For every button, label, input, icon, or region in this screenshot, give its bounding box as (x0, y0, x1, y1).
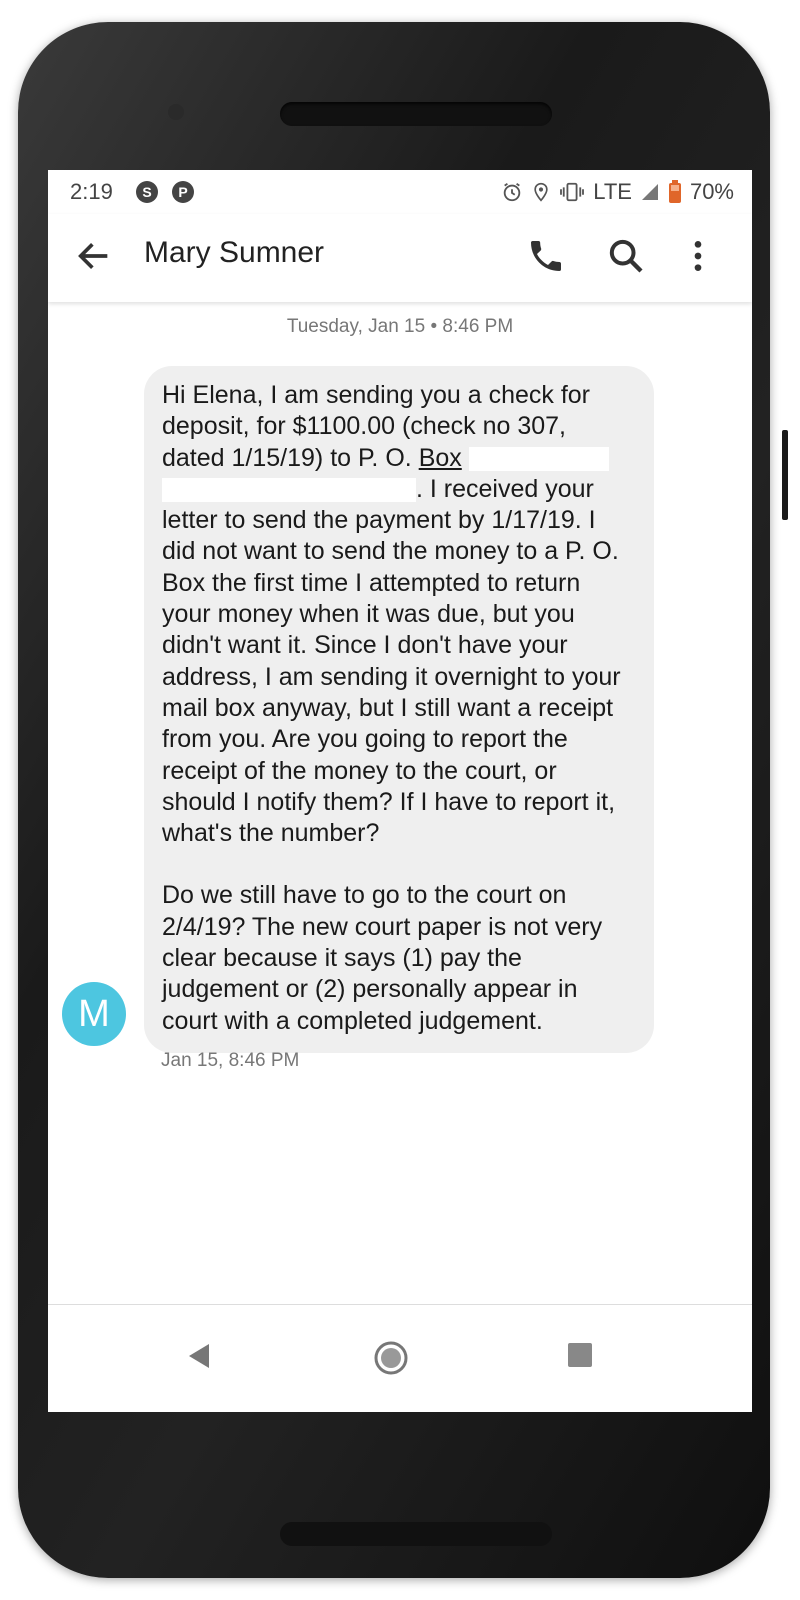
phone-call-icon[interactable] (526, 236, 566, 276)
message-bubble[interactable] (144, 366, 654, 1053)
nav-back-icon[interactable] (184, 1341, 214, 1371)
more-options-icon[interactable] (678, 236, 718, 276)
status-time: 2:19 (70, 179, 113, 204)
vibrate-icon (559, 181, 585, 203)
message-timestamp: Jan 15, 8:46 PM (161, 1050, 300, 1071)
alarm-icon (501, 181, 523, 203)
back-arrow-icon[interactable] (74, 236, 114, 276)
network-type: LTE (593, 179, 632, 204)
bottom-speaker (280, 1522, 552, 1546)
redacted-box (469, 447, 609, 471)
search-icon[interactable] (606, 236, 646, 276)
message-paragraph-2: Do we still have to go to the court on 2/4/19? The new court paper is not very clear because it says (1) pay the judgement or (2) personally appear in court with a completed judgement. (162, 881, 603, 1035)
message-text-start: Hi Elena, I am sending you a check for deposit, for $1100.00 (check no 307, dated 1/15/19) to P. O. (162, 381, 591, 472)
front-camera (168, 104, 184, 120)
app-bar (48, 214, 752, 302)
p-app-icon: P (172, 181, 194, 203)
top-speaker (280, 102, 552, 126)
paragraph-gap (162, 849, 634, 880)
avatar[interactable]: M (62, 982, 126, 1046)
po-box-link[interactable]: Box (418, 443, 462, 472)
date-header: Tuesday, Jan 15 • 8:46 PM (286, 316, 514, 337)
phone-screen (48, 170, 752, 1412)
battery-icon (668, 180, 682, 204)
s-app-icon: S (136, 181, 158, 203)
status-right (501, 179, 734, 205)
nav-recents-icon[interactable] (566, 1341, 594, 1369)
battery-percent: 70% (689, 179, 734, 204)
message-text-rest: . I received your letter to send the payment by 1/17/19. I did not want to send the money to a P. O. Box the first time I attempted to return your money when it was due, but you didn't want it. Since I don't have your address, I am sending it overnight to your mail box anyway, but I still want a receipt from you. Are you going to report the receipt of the money to the court, or should I notify them? If I have to report it, what's the number? (162, 474, 621, 848)
redacted-box-2 (162, 478, 416, 502)
navigation-bar (48, 1304, 752, 1412)
nav-home-icon[interactable] (374, 1341, 408, 1375)
contact-name: Mary Sumner (144, 236, 325, 269)
location-icon (531, 181, 551, 203)
side-button (782, 430, 788, 520)
status-bar (48, 170, 752, 214)
message-paragraph-1 (162, 380, 634, 849)
signal-icon (640, 182, 660, 202)
